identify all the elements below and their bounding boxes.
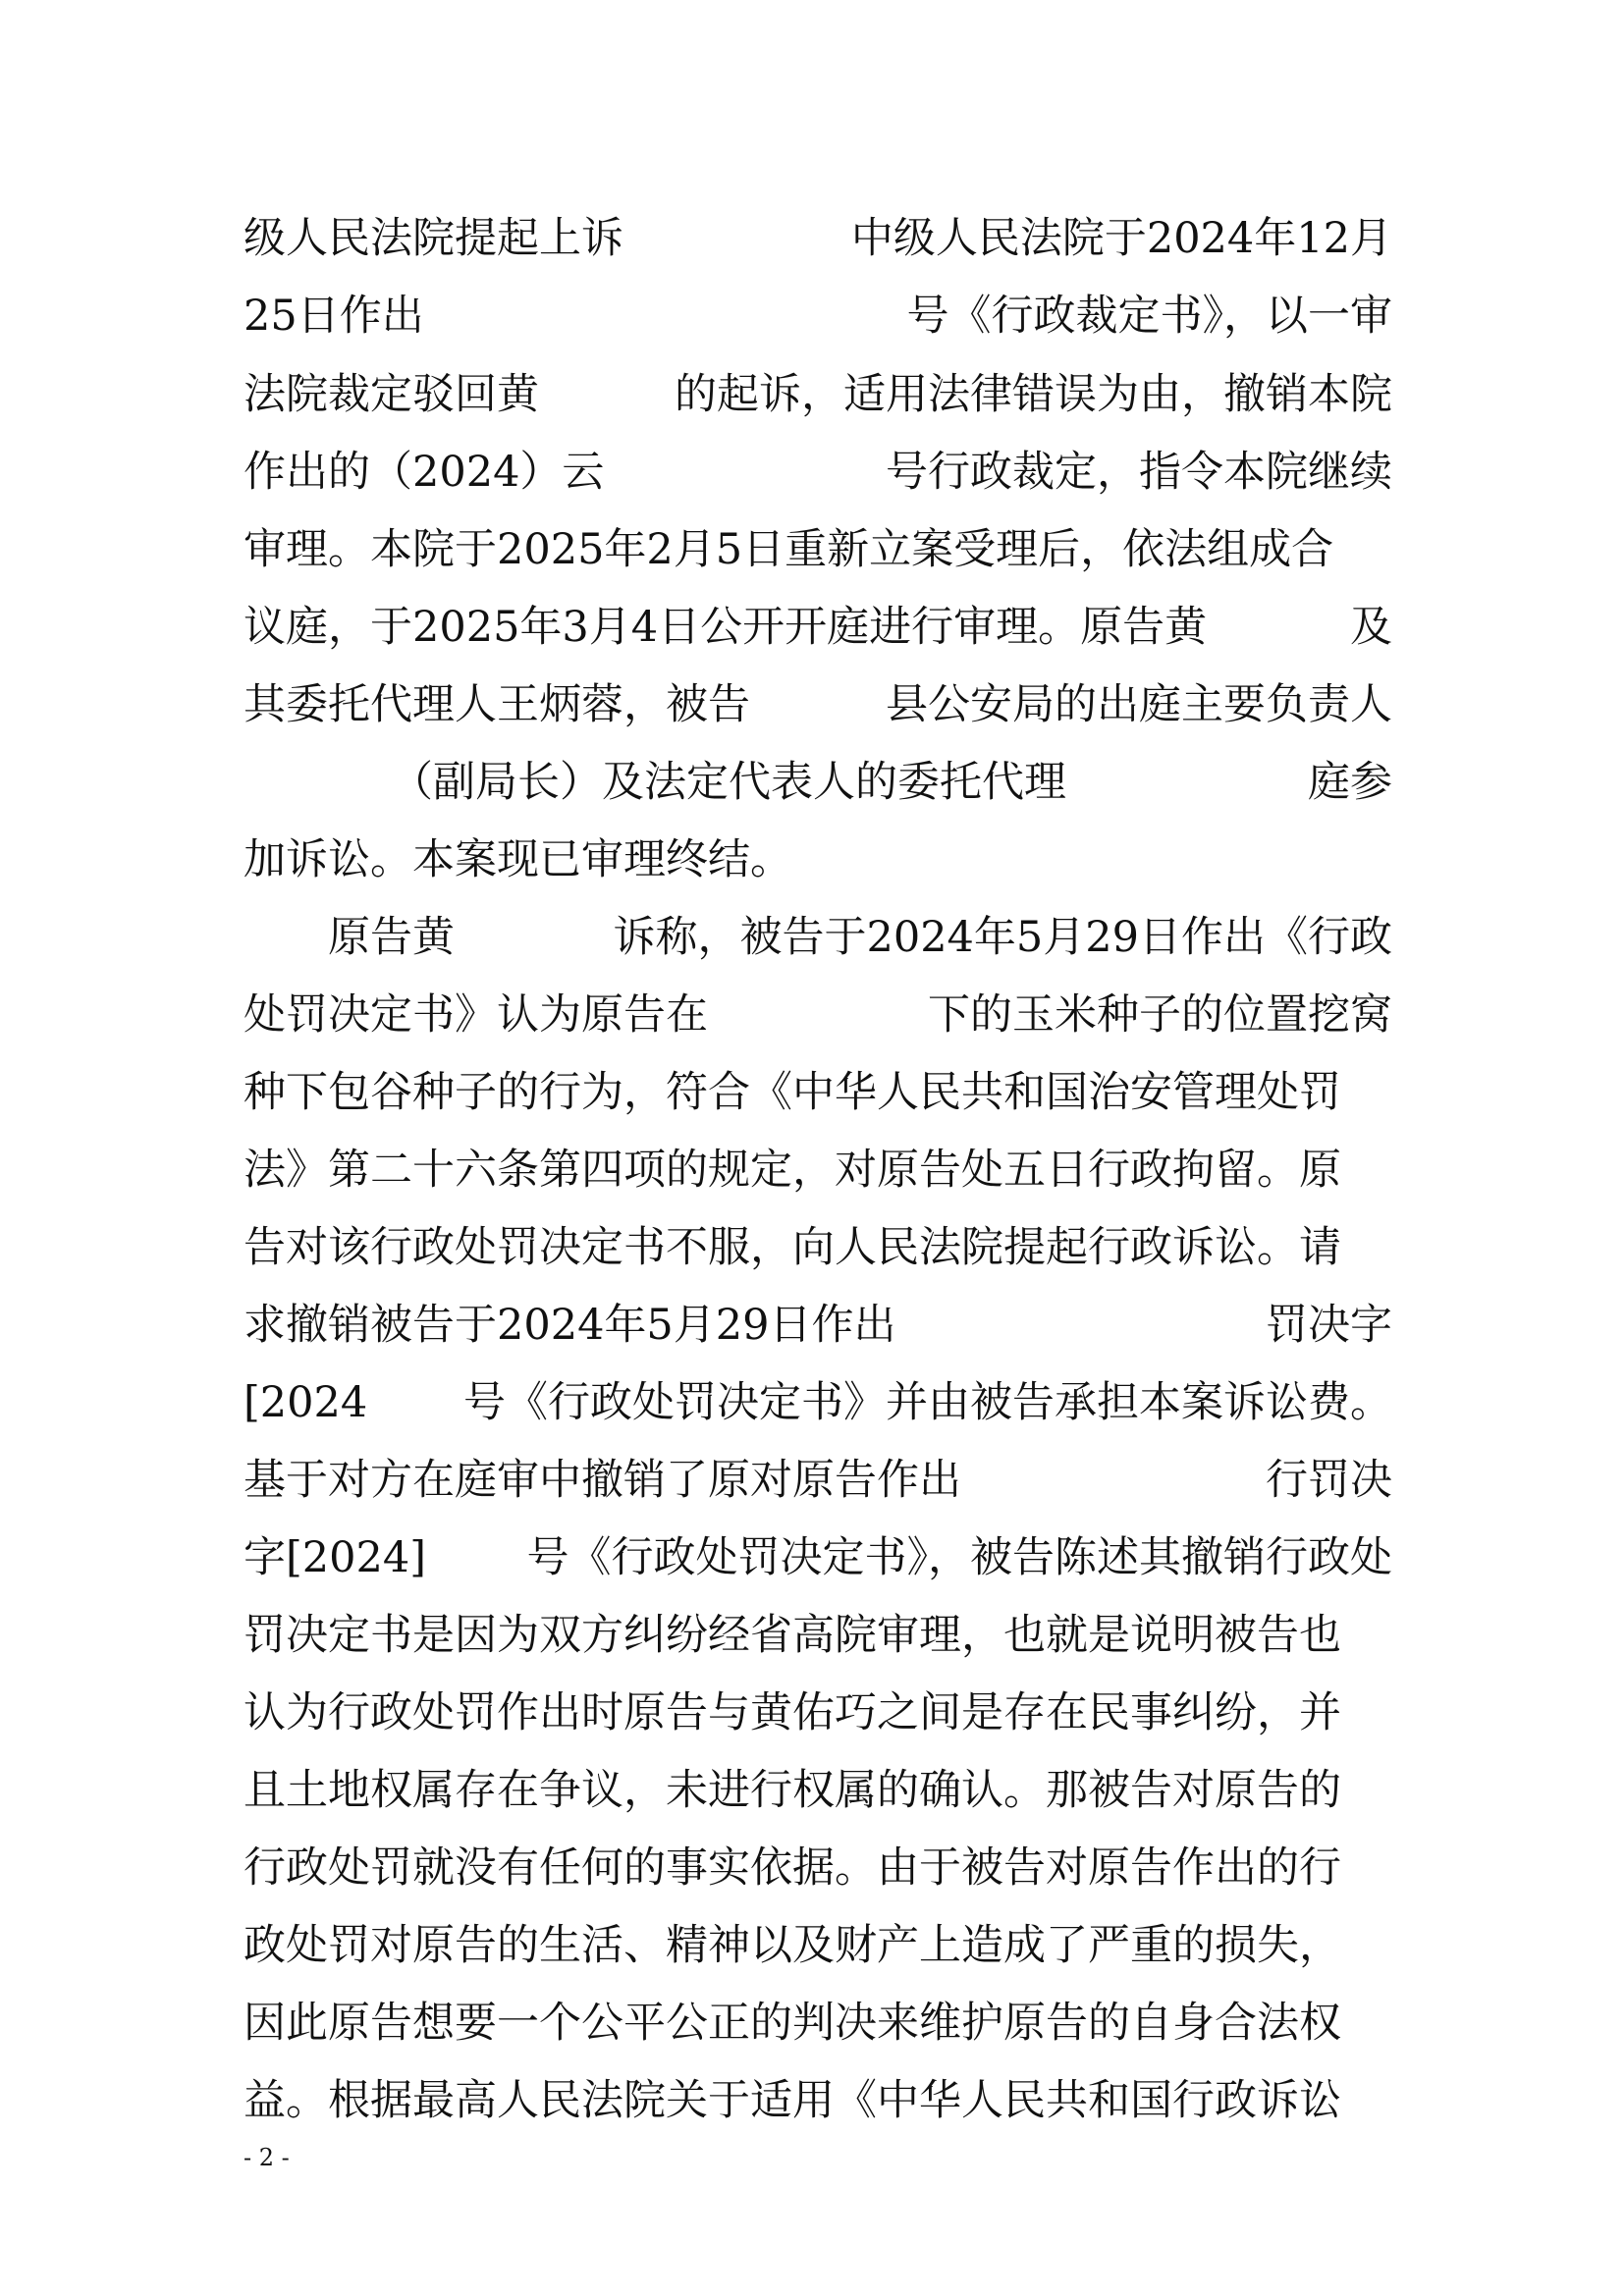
text-segment: 罚决字 xyxy=(1266,1301,1392,1350)
text-segment: 其委托代理人王炳蓉，被告 xyxy=(244,680,750,729)
text-segment: 中级人民法院于2024年12月 xyxy=(850,214,1392,263)
text-line xyxy=(244,1141,1392,1200)
text-segment: 审理。本院于2025年2月5日重新立案受理后，依法组成合 xyxy=(244,525,1334,574)
text-segment: 行政处罚就没有任何的事实依据。由于被告对原告作出的行 xyxy=(244,1843,1341,1893)
text-line xyxy=(244,1218,1392,1277)
text-segment: 基于对方在庭审中撤销了原对原告作出 xyxy=(244,1456,961,1505)
text-segment: 号行政裁定，指令本院继续 xyxy=(886,448,1392,497)
text-segment: （副局长）及法定代表人的委托代理 xyxy=(391,758,1066,807)
text-segment: 法院裁定驳回黄 xyxy=(244,370,539,419)
text-segment: 认为行政处罚作出时原告与黄佑巧之间是存在民事纠纷，并 xyxy=(244,1688,1341,1737)
text-line xyxy=(244,1839,1392,1897)
text-segment: 政处罚对原告的生活、精神以及财产上造成了严重的损失， xyxy=(244,1921,1341,1970)
text-line xyxy=(244,1296,1392,1355)
text-line xyxy=(244,365,1392,424)
text-segment: 罚决定书是因为双方纠纷经省高院审理，也就是说明被告也 xyxy=(244,1611,1341,1660)
text-segment: 号《行政处罚决定书》，被告陈述其撤销行政处 xyxy=(526,1533,1392,1582)
text-segment: 且土地权属存在争议，未进行权属的确认。那被告对原告的 xyxy=(244,1766,1341,1815)
text-line xyxy=(244,209,1392,268)
text-line xyxy=(244,986,1392,1044)
text-segment: 法》第二十六条第四项的规定，对原告处五日行政拘留。原 xyxy=(244,1146,1341,1195)
text-segment: 益。根据最高人民法院关于适用《中华人民共和国行政诉讼 xyxy=(244,2076,1341,2125)
text-line xyxy=(244,908,1392,967)
text-segment: 作出的（2024）云 xyxy=(244,448,605,497)
text-segment: 处罚决定书》认为原告在 xyxy=(244,990,708,1040)
text-segment: 告对该行政处罚决定书不服，向人民法院提起行政诉讼。请 xyxy=(244,1223,1341,1272)
text-segment: 下的玉米种子的位置挖窝 xyxy=(928,990,1392,1040)
text-segment: 诉称，被告于2024年5月29日作出《行政 xyxy=(613,913,1392,962)
text-line xyxy=(244,520,1392,579)
text-segment: 县公安局的出庭主要负责人 xyxy=(886,680,1392,729)
text-line xyxy=(244,1528,1392,1587)
text-line xyxy=(244,598,1392,657)
text-line xyxy=(244,1373,1392,1432)
text-line xyxy=(244,753,1392,812)
text-segment: 种下包谷种子的行为，符合《中华人民共和国治安管理处罚 xyxy=(244,1068,1341,1117)
text-line xyxy=(244,675,1392,734)
text-segment: 加诉讼。本案现已审理终结。 xyxy=(244,835,792,884)
text-line xyxy=(244,1606,1392,1665)
text-segment: 及 xyxy=(1350,603,1392,652)
text-segment: 求撤销被告于2024年5月29日作出 xyxy=(244,1301,896,1350)
text-segment: 原告黄 xyxy=(328,913,455,962)
text-segment: 议庭，于2025年3月4日公开开庭进行审理。原告黄 xyxy=(244,603,1208,652)
page-number: - 2 - xyxy=(244,2144,290,2171)
text-line xyxy=(244,1063,1392,1122)
text-line xyxy=(244,1451,1392,1510)
text-line xyxy=(244,287,1392,346)
text-segment: 级人民法院提起上诉 xyxy=(244,214,623,263)
text-line xyxy=(244,1994,1392,2053)
text-segment: [2024 xyxy=(244,1378,368,1427)
text-segment: 字[2024] xyxy=(244,1533,426,1582)
text-line xyxy=(244,1683,1392,1742)
text-line xyxy=(244,1916,1392,1975)
text-segment: 号《行政裁定书》，以一审 xyxy=(906,292,1392,341)
text-segment: 的起诉，适用法律错误为由，撤销本院 xyxy=(675,370,1392,419)
text-segment: 25日作出 xyxy=(244,292,424,341)
text-segment: 行罚决 xyxy=(1266,1456,1392,1505)
text-line xyxy=(244,2071,1392,2130)
text-line xyxy=(244,443,1392,502)
text-segment: 号《行政处罚决定书》并由被告承担本案诉讼费。 xyxy=(463,1378,1392,1427)
text-line xyxy=(244,830,1392,889)
text-segment: 庭参 xyxy=(1308,758,1392,807)
text-segment: 因此原告想要一个公平公正的判决来维护原告的自身合法权 xyxy=(244,1999,1341,2048)
text-line xyxy=(244,1761,1392,1820)
